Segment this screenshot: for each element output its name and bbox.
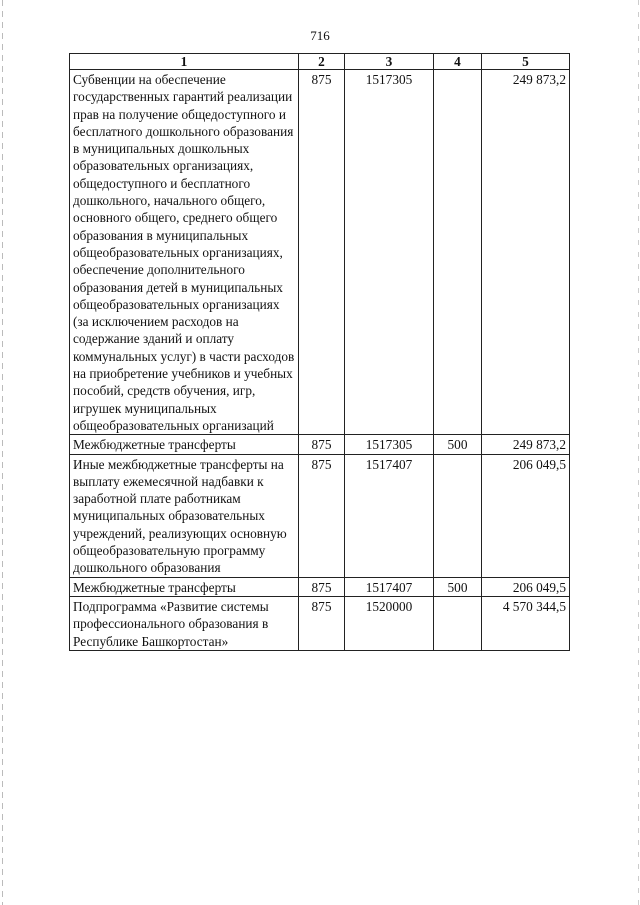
row-amount: 206 049,5 xyxy=(482,454,570,577)
header-col-1: 1 xyxy=(70,54,299,70)
budget-table xyxy=(69,53,570,651)
header-row xyxy=(70,54,570,70)
row-expense-type xyxy=(434,454,482,577)
row-amount: 206 049,5 xyxy=(482,577,570,596)
row-expense-type: 500 xyxy=(434,435,482,454)
table-row xyxy=(70,435,570,454)
header-col-3: 3 xyxy=(345,54,434,70)
row-expense-type xyxy=(434,596,482,650)
row-name: Субвенции на обеспечение государственных гарантий реализации прав на получение общедоступного и бесплатного дошкольного образования в муниципальных дошкольных образовательных организациях, общедоступного и бесплатного дошкольного, начального общего, основного общего, среднего общего образования в муниципальных общеобразовательных организациях, обеспечение дополнительного образования детей в муниципальных общеобразовательных организациях (за исключением расходов на содержание зданий и оплату коммунальных услуг) в части расходов на приобретение учебников и учебных пособий, средств обучения, игр, игрушек муниципальных общеобразовательных организаций xyxy=(70,70,299,435)
row-target-code: 1520000 xyxy=(345,596,434,650)
row-name: Подпрограмма «Развитие системы профессионального образования в Республике Башкортостан» xyxy=(70,596,299,650)
row-amount: 4 570 344,5 xyxy=(482,596,570,650)
row-expense-type xyxy=(434,70,482,435)
row-ved-code: 875 xyxy=(299,577,345,596)
row-ved-code: 875 xyxy=(299,454,345,577)
table-row xyxy=(70,70,570,435)
row-name: Межбюджетные трансферты xyxy=(70,435,299,454)
table-row xyxy=(70,596,570,650)
header-col-4: 4 xyxy=(434,54,482,70)
row-expense-type: 500 xyxy=(434,577,482,596)
row-ved-code: 875 xyxy=(299,596,345,650)
row-ved-code: 875 xyxy=(299,435,345,454)
table-row xyxy=(70,454,570,577)
row-ved-code: 875 xyxy=(299,70,345,435)
row-target-code: 1517407 xyxy=(345,577,434,596)
row-target-code: 1517305 xyxy=(345,70,434,435)
row-name: Межбюджетные трансферты xyxy=(70,577,299,596)
row-name: Иные межбюджетные трансферты на выплату ежемесячной надбавки к заработной плате работникам муниципальных образовательных учреждений, реализующих основную общеобразовательную программу дошкольного образования xyxy=(70,454,299,577)
scan-edge-right xyxy=(638,0,639,905)
header-col-2: 2 xyxy=(299,54,345,70)
row-target-code: 1517407 xyxy=(345,454,434,577)
header-col-5: 5 xyxy=(482,54,570,70)
row-amount: 249 873,2 xyxy=(482,70,570,435)
row-amount: 249 873,2 xyxy=(482,435,570,454)
scan-edge-left xyxy=(2,0,3,905)
row-target-code: 1517305 xyxy=(345,435,434,454)
page-number: 716 xyxy=(310,28,330,43)
table-row xyxy=(70,577,570,596)
